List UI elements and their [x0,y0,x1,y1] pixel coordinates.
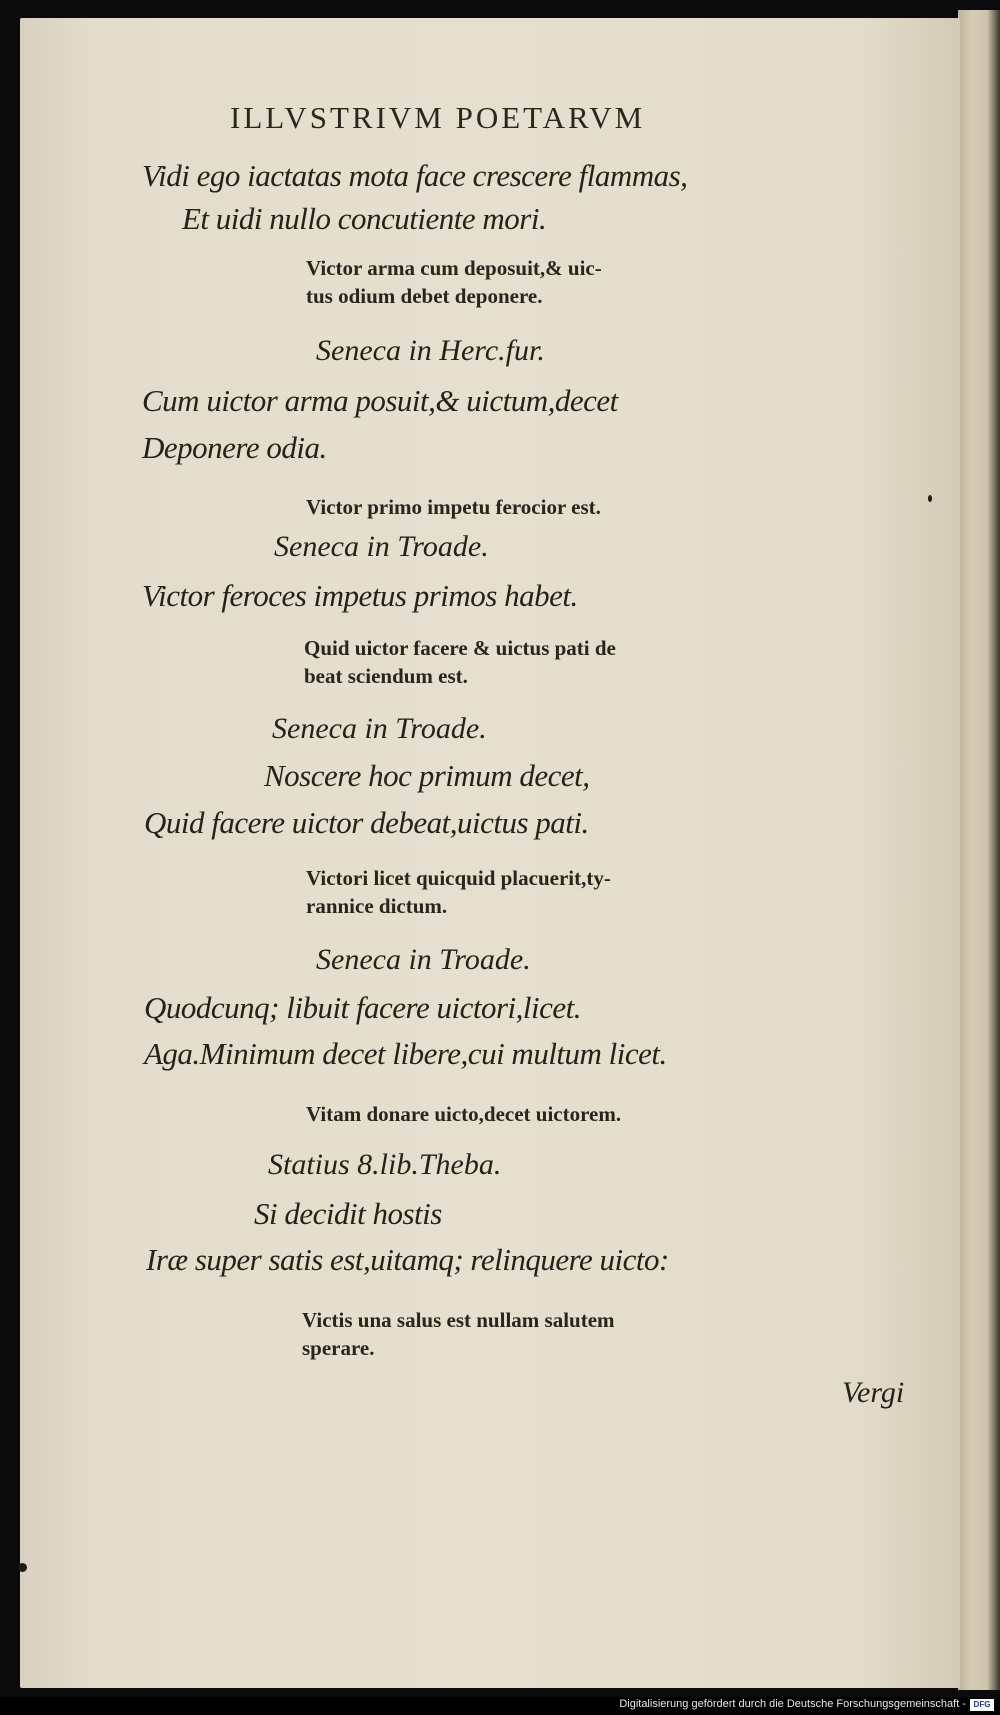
ink-speck [18,1563,27,1572]
verse-line: Aga.Minimum decet libere,cui multum licet. [144,1036,667,1071]
source-heading: Seneca in Troade. [272,712,487,745]
verse-line: Si decidit hostis [254,1196,442,1231]
verse-line: Et uidi nullo concutiente mori. [182,201,547,236]
footer-credit: Digitalisierung gefördert durch die Deutsche Forschungsgemeinschaft - [619,1698,966,1710]
ink-speck [928,495,932,502]
verse-line: Victor feroces impetus primos habet. [142,578,578,613]
page-edge [958,10,1000,1690]
source-heading: Seneca in Troade. [316,943,531,976]
running-header: ILLVSTRIVM POETARVM [230,100,646,135]
catchword: Vergi [842,1376,905,1409]
verse-line: Vidi ego iactatas mota face crescere flammas, [142,158,688,193]
verse-line: Cum uictor arma posuit,& uictum,decet [142,383,618,418]
verse-line: Quodcunq; libuit facere uictori,licet. [144,990,581,1025]
source-heading: Seneca in Troade. [274,530,489,563]
dfg-logo: DFG [970,1699,994,1711]
prose-line: Victis una salus est nullam salutem [302,1308,615,1332]
prose-line: Victor primo impetu ferocior est. [306,495,601,519]
verse-line: Noscere hoc primum decet, [264,758,590,793]
prose-line: tus odium debet deponere. [306,284,543,308]
prose-line: Quid uictor facere & uictus pati de [304,636,616,660]
verse-line: Quid facere uictor debeat,uictus pati. [144,805,589,840]
verse-line: Deponere odia. [142,430,327,465]
source-heading: Seneca in Herc.fur. [316,334,545,367]
prose-line: Vitam donare uicto,decet uictorem. [306,1102,622,1126]
prose-line: Victor arma cum deposuit,& uic- [306,256,602,280]
prose-line: sperare. [302,1336,375,1360]
prose-line: rannice dictum. [306,894,448,918]
verse-line: Iræ super satis est,uitamq; relinquere uicto: [146,1242,669,1277]
source-heading: Statius 8.lib.Theba. [268,1148,502,1181]
prose-line: beat sciendum est. [304,664,468,688]
book-page [20,18,960,1688]
prose-line: Victori licet quicquid placuerit,ty- [306,866,611,890]
